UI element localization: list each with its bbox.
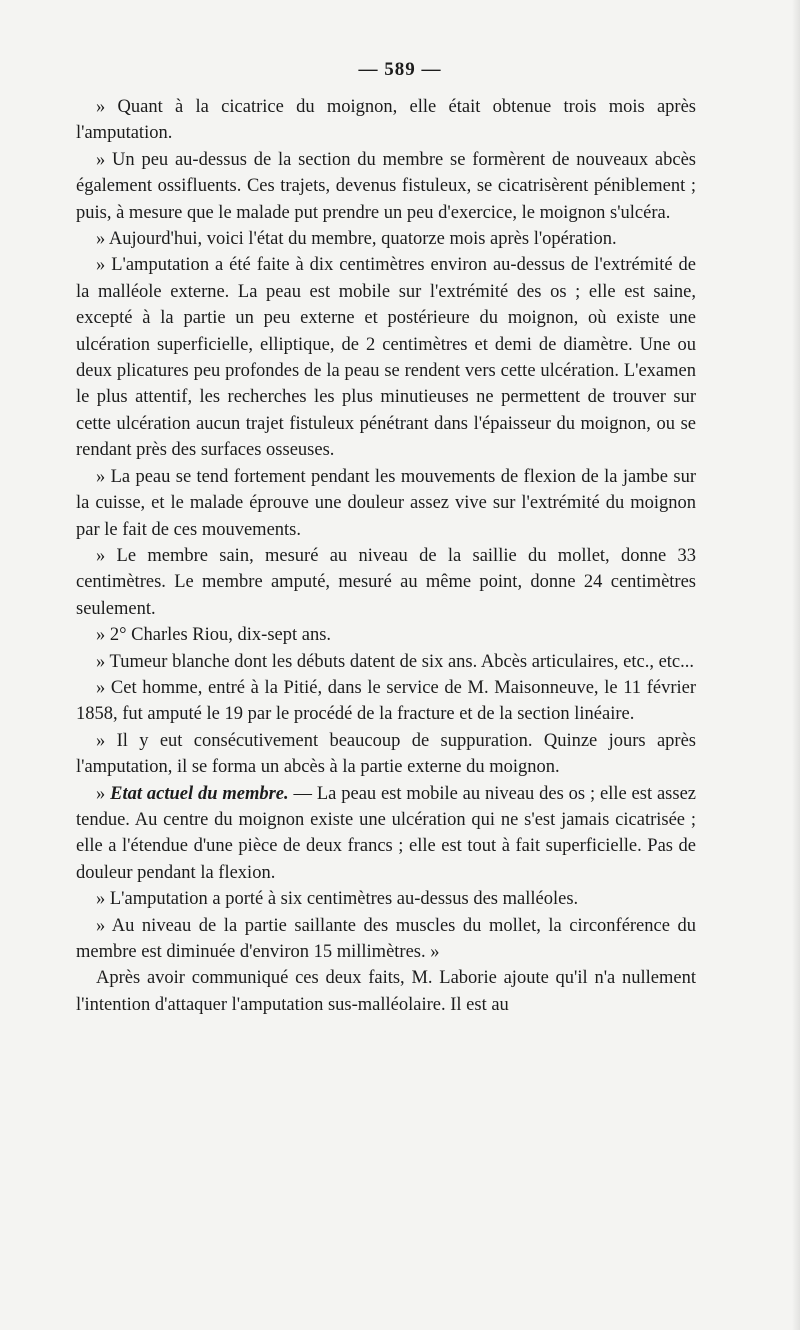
page-body <box>76 94 696 1018</box>
paragraph-tumeur: » Tumeur blanche dont les débuts datent de six ans. Abcès articulaires, etc., etc... <box>96 651 695 672</box>
paragraph-abces: » Un peu au-dessus de la section du membre se formèrent de nouveaux abcès également ossifluents. Ces trajets, devenus fistuleux, se cicatrisèrent péniblement ; puis, à mesure que le malade put prendre un peu d'exercice, le moignon s'ulcéra. <box>76 149 696 223</box>
paragraph-amputation-description: » L'amputation a été faite à dix centimètres environ au-dessus de l'extrémité de la malléole externe. La peau est mobile sur l'extrémité des os ; elle est saine, excepté à la partie un peu externe et postérieure du moignon, où existe une ulcération superficielle, elliptique, de 2 centimètres et demi de diamètre. Une ou deux plicatures peu profondes de la peau se rendent vers cette ulcération. L'examen le plus attentif, les recherches les plus minutieuses ne permettent de trouver sur cette ulcération aucun trajet fistuleux pénétrant dans l'épaisseur du moignon, ou se rendant près des surfaces osseuses. <box>76 255 696 461</box>
paragraph-laborie: Après avoir communiqué ces deux faits, M. Laborie ajoute qu'il n'a nullement l'intention d'attaquer l'amputation sus-malléolaire. Il est au <box>76 968 696 1015</box>
paragraph-circonference: » Au niveau de la partie saillante des muscles du mollet, la circonférence du membre est diminuée d'environ 15 millimètres. » <box>76 915 696 962</box>
paragraph-peau-tend: » La peau se tend fortement pendant les mouvements de flexion de la jambe sur la cuisse, et le malade éprouve une douleur assez vive sur l'extrémité du moignon par le fait de ces mouvements. <box>76 466 696 540</box>
paragraph-suppuration: » Il y eut consécutivement beaucoup de suppuration. Quinze jours après l'amputation, il se forma un abcès à la partie externe du moignon. <box>76 730 696 778</box>
page-edge-shadow <box>792 0 800 1330</box>
paragraph-porte: » L'amputation a porté à six centimètres au-dessus des malléoles. <box>96 889 579 910</box>
etat-rest: — La peau est mobile au niveau des os ; elle est assez tendue. Au centre du moignon existe une ulcération qui ne s'est jamais cicatrisée ; elle a l'étendue d'une pièce de deux francs ; elle est tout à fait superficielle. Pas de douleur pendant la flexion. <box>76 783 696 883</box>
paragraph-etat-actuel <box>76 781 696 887</box>
page-number: — 589 — <box>358 59 442 80</box>
paragraph-pitie: » Cet homme, entré à la Pitié, dans le service de M. Maisonneuve, le 11 février 1858, fut amputé le 19 par le procédé de la fracture et de la section linéaire. <box>76 677 696 725</box>
etat-lead: » <box>96 783 111 804</box>
etat-italic-heading: Etat actuel du membre. <box>110 783 289 804</box>
paragraph-aujourdhui: » Aujourd'hui, voici l'état du membre, quatorze mois après l'opération. <box>96 229 617 250</box>
paragraph-cicatrice: » Quant à la cicatrice du moignon, elle était obtenue trois mois après l'amputation. <box>76 97 696 144</box>
paragraph-case-heading: » 2° Charles Riou, dix-sept ans. <box>96 625 332 646</box>
paragraph-mesures: » Le membre sain, mesuré au niveau de la saillie du mollet, donne 33 centimètres. Le membre amputé, mesuré au même point, donne 24 centimètres seulement. <box>76 545 696 619</box>
